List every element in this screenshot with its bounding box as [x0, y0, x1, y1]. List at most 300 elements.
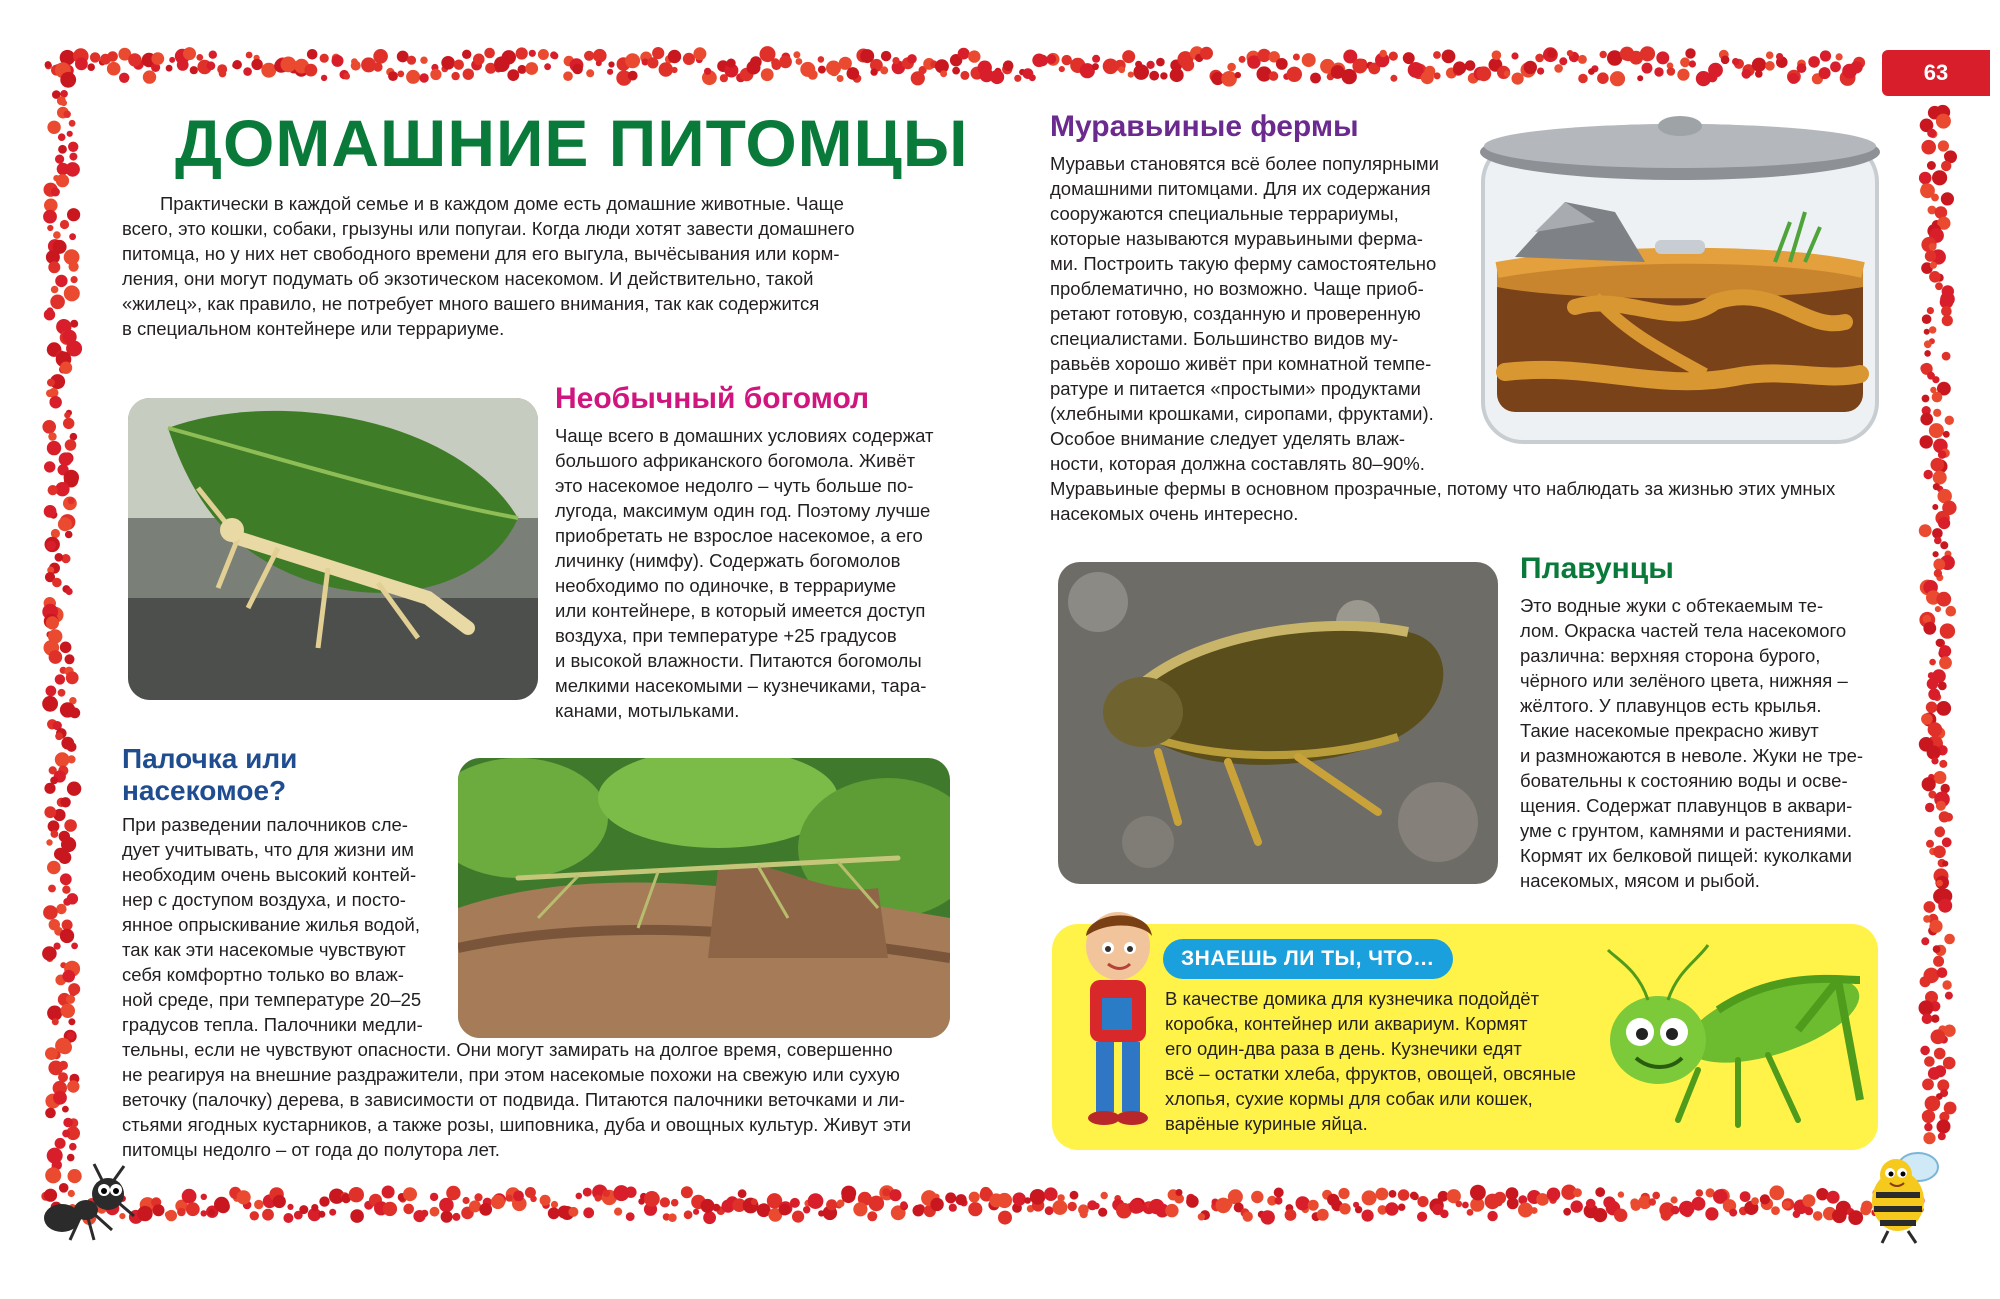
border-dot	[1068, 1202, 1077, 1211]
border-dot	[1389, 1190, 1397, 1198]
border-dot	[1013, 1192, 1026, 1205]
border-dot	[1411, 1193, 1419, 1201]
border-dot	[1353, 1202, 1359, 1208]
border-dot	[1920, 413, 1933, 426]
stick-heading-line: насекомое?	[122, 775, 287, 806]
border-dot	[45, 61, 52, 68]
border-dot	[870, 68, 877, 75]
border-dot	[1922, 1110, 1935, 1123]
mantis-line: большого африканского богомола. Живёт	[555, 450, 916, 471]
border-dot	[1933, 956, 1944, 967]
ants-line: сооружаются специальные террариумы,	[1050, 203, 1399, 224]
border-dot	[60, 220, 69, 229]
border-dot	[551, 1201, 558, 1208]
border-dot	[58, 1072, 68, 1082]
border-dot	[568, 1207, 578, 1217]
beetle-line: жёлтого. У плавунцов есть крылья.	[1520, 695, 1822, 716]
border-dot	[583, 1207, 594, 1218]
border-dot	[793, 51, 800, 58]
border-dot	[572, 64, 583, 75]
intro-line: питомца, но у них нет свободного времени для его выгула, вычёсывания или корм-	[122, 243, 840, 264]
border-dot	[1671, 1206, 1680, 1215]
border-dot	[373, 49, 388, 64]
border-dot	[55, 155, 64, 164]
border-dot	[350, 1209, 364, 1223]
border-dot	[469, 1200, 481, 1212]
border-dot	[349, 1187, 364, 1202]
stick-heading-line: Палочка или	[122, 743, 298, 774]
border-dot	[250, 1211, 259, 1220]
ants-line: ми. Построить такую ферму самостоятельно	[1050, 253, 1437, 274]
border-dot	[1933, 846, 1946, 859]
border-dot	[1408, 62, 1424, 78]
border-dot	[1518, 1203, 1533, 1218]
stick-line: При разведении палочников сле-	[122, 814, 408, 835]
border-dot	[1045, 1206, 1054, 1215]
border-dot	[186, 1202, 200, 1216]
border-dot	[143, 70, 156, 83]
border-dot	[1939, 760, 1947, 768]
border-dot	[911, 71, 925, 85]
border-dot	[1087, 1200, 1097, 1210]
border-dot	[47, 441, 61, 455]
border-dot	[1931, 1029, 1946, 1044]
border-dot	[1692, 1197, 1706, 1211]
border-dot	[1578, 55, 1587, 64]
border-dot	[507, 69, 519, 81]
border-dot	[201, 1210, 207, 1216]
border-dot	[45, 1108, 56, 1119]
border-dot	[1934, 537, 1942, 545]
border-dot	[66, 995, 75, 1004]
ants-line: ности, которая должна составлять 80–90%.	[1050, 453, 1425, 474]
border-dot	[190, 66, 198, 74]
border-dot	[69, 262, 79, 272]
border-dot	[56, 174, 69, 187]
border-dot	[837, 75, 844, 82]
border-dot	[956, 1194, 967, 1205]
did-you-know-banner: ЗНАЕШЬ ЛИ ТЫ, ЧТО…	[1163, 939, 1453, 979]
fact-line: его один-два раза в день. Кузнечики едят	[1165, 1038, 1522, 1059]
border-dot	[166, 65, 173, 72]
intro-line: всего, это кошки, собаки, грызуны или попугаи. Когда люди хотят завести домашнего	[122, 218, 855, 239]
border-dot	[1827, 1191, 1840, 1204]
intro-text	[122, 191, 962, 341]
border-dot	[42, 696, 58, 712]
border-dot	[1933, 945, 1941, 953]
border-dot	[62, 1106, 69, 1113]
border-dot	[1924, 1056, 1935, 1067]
border-dot	[779, 1204, 791, 1216]
mantis-line: это насекомое недолго – чуть больше по-	[555, 475, 914, 496]
border-dot	[50, 295, 65, 310]
border-dot	[506, 1195, 513, 1202]
border-dot	[281, 57, 297, 73]
border-dot	[945, 1192, 956, 1203]
border-dot	[513, 1191, 524, 1202]
border-dot	[44, 505, 57, 518]
border-dot	[1649, 1198, 1656, 1205]
border-dot	[1922, 1014, 1933, 1025]
border-dot	[1362, 1210, 1374, 1222]
border-dot	[603, 1190, 610, 1197]
beetle-line: чёрного или зелёного цвета, нижняя –	[1520, 670, 1848, 691]
border-dot	[182, 1189, 197, 1204]
border-dot	[1317, 1209, 1329, 1221]
border-dot	[69, 1143, 77, 1151]
border-dot	[71, 943, 78, 950]
border-dot	[214, 1197, 229, 1212]
border-dot	[1940, 541, 1948, 549]
border-dot	[576, 1193, 583, 1200]
border-dot	[107, 51, 118, 62]
border-dot	[1559, 57, 1567, 65]
border-dot	[1147, 61, 1155, 69]
border-dot	[1511, 52, 1518, 59]
border-dot	[48, 432, 56, 440]
border-dot	[65, 531, 73, 539]
border-dot	[1014, 75, 1021, 82]
ants-line: равьёв хорошо живёт при комнатной темпе-	[1050, 353, 1432, 374]
border-dot	[1752, 58, 1766, 72]
stick-line: себя комфортно только во влаж-	[122, 964, 404, 985]
border-dot	[1927, 307, 1934, 314]
border-dot	[1930, 262, 1937, 269]
border-dot	[59, 452, 73, 466]
border-dot	[71, 276, 78, 283]
border-dot	[1929, 423, 1944, 438]
border-dot	[388, 71, 398, 81]
border-dot	[1920, 435, 1933, 448]
border-dot	[1931, 194, 1939, 202]
border-dot	[53, 1091, 67, 1105]
border-dot	[1696, 1189, 1704, 1197]
intro-line: ления, они могут подумать об экзотическом насекомом. И действительно, такой	[122, 268, 814, 289]
border-dot	[60, 642, 72, 654]
border-dot	[704, 68, 711, 75]
border-dot	[1946, 606, 1957, 617]
border-dot	[1920, 976, 1931, 987]
border-dot	[1919, 524, 1932, 537]
border-dot	[451, 72, 459, 80]
border-dot	[55, 752, 70, 767]
border-dot	[177, 1208, 186, 1217]
mantis-line: или контейнере, в который имеется доступ	[555, 600, 926, 621]
border-dot	[530, 1196, 537, 1203]
border-dot	[383, 1202, 397, 1216]
border-dot	[48, 485, 58, 495]
border-dot	[311, 1204, 318, 1211]
border-dot	[614, 1208, 622, 1216]
border-dot	[907, 54, 917, 64]
stick-line: тельны, если не чувствуют опасности. Они могут замирать на долгое время, совершенно	[122, 1039, 893, 1060]
border-dot	[1062, 55, 1072, 65]
mantis-line: и высокой влажности. Питаются богомолы	[555, 650, 922, 671]
border-dot	[283, 1213, 293, 1223]
border-dot	[1942, 980, 1951, 989]
border-dot	[1610, 71, 1625, 86]
border-dot	[1160, 72, 1167, 79]
border-dot	[952, 67, 960, 75]
border-dot	[1938, 1132, 1946, 1140]
border-dot	[1944, 934, 1955, 945]
border-dot	[233, 60, 242, 69]
border-dot	[46, 686, 57, 697]
border-dot	[1554, 64, 1563, 73]
page-number: 63	[1882, 50, 1990, 96]
border-dot	[319, 1196, 329, 1206]
border-dot	[1506, 1187, 1519, 1200]
border-dot	[1052, 1200, 1067, 1215]
border-dot	[69, 120, 76, 127]
ants-line: (хлебными крошками, сиропами, фруктами).	[1050, 403, 1434, 424]
border-dot	[261, 63, 276, 78]
border-dot	[320, 54, 329, 63]
mantis-line: необходимо по одиночке, в террариуме	[555, 575, 897, 596]
border-dot	[62, 886, 70, 894]
border-dot	[1808, 56, 1820, 68]
border-dot	[889, 1189, 901, 1201]
border-dot	[1571, 1200, 1583, 1212]
border-dot	[343, 73, 350, 80]
border-dot	[583, 1188, 592, 1197]
border-dot	[1932, 376, 1939, 383]
border-dot	[1793, 1210, 1801, 1218]
border-dot	[60, 72, 76, 88]
border-dot	[430, 1207, 440, 1217]
border-dot	[881, 51, 891, 61]
border-dot	[1921, 140, 1936, 155]
ants-line: специалистами. Большинство видов му-	[1050, 328, 1399, 349]
border-dot	[1390, 75, 1397, 82]
border-dot	[516, 47, 528, 59]
border-dot	[1927, 129, 1936, 138]
border-dot	[1689, 60, 1696, 67]
border-dot	[1922, 395, 1930, 403]
border-dot	[63, 1118, 73, 1128]
border-dot	[1261, 1210, 1275, 1224]
border-dot	[153, 1204, 165, 1216]
border-dot	[51, 830, 59, 838]
border-dot	[842, 1189, 856, 1203]
border-dot	[518, 65, 527, 74]
border-dot	[1932, 392, 1943, 403]
border-dot	[1923, 1132, 1935, 1144]
border-dot	[1924, 350, 1931, 357]
border-dot	[58, 689, 66, 697]
border-dot	[484, 48, 495, 59]
border-dot	[68, 983, 80, 995]
border-dot	[1563, 1208, 1571, 1216]
border-dot	[1928, 722, 1943, 737]
border-dot	[1654, 67, 1663, 76]
border-dot	[1165, 1204, 1178, 1217]
border-dot	[1593, 1208, 1607, 1222]
border-dot	[1936, 701, 1951, 716]
border-dot	[1945, 416, 1954, 425]
border-dot	[166, 1210, 177, 1221]
border-dot	[1535, 54, 1544, 63]
fact-line: варёные куриные яйца.	[1165, 1113, 1368, 1134]
border-dot	[1939, 656, 1952, 669]
border-dot	[1721, 56, 1730, 65]
border-dot	[63, 111, 70, 118]
border-dot	[1380, 50, 1387, 57]
border-dot	[1942, 315, 1953, 326]
border-dot	[60, 362, 72, 374]
border-dot	[626, 1212, 635, 1221]
border-dot	[1928, 688, 1940, 700]
border-dot	[1929, 243, 1937, 251]
border-dot	[1476, 66, 1491, 81]
border-dot	[525, 62, 538, 75]
border-dot	[351, 58, 358, 65]
border-dot	[55, 674, 65, 684]
border-dot	[462, 50, 471, 59]
ants-line: ратуре и питается «простыми» продуктами	[1050, 378, 1421, 399]
ants-line: Муравьи становятся всё более популярными	[1050, 153, 1439, 174]
border-dot	[1227, 63, 1236, 72]
border-dot	[69, 233, 76, 240]
border-dot	[1637, 75, 1643, 81]
border-dot	[65, 439, 77, 451]
border-dot	[119, 73, 129, 83]
border-dot	[968, 1202, 982, 1216]
border-dot	[1729, 1209, 1737, 1217]
border-dot	[1938, 140, 1949, 151]
border-dot	[58, 517, 72, 531]
mantis-line: канами, мотыльками.	[555, 700, 740, 721]
border-dot	[1352, 59, 1367, 74]
stick-line: питомцы недолго – от года до полутора лет.	[122, 1139, 500, 1160]
border-dot	[668, 50, 681, 63]
border-dot	[44, 461, 55, 472]
border-dot	[1927, 678, 1939, 690]
mantis-line: Чаще всего в домашних условиях содержат	[555, 425, 934, 446]
border-dot	[403, 1187, 417, 1201]
border-dot	[1926, 702, 1938, 714]
border-dot	[1339, 1203, 1350, 1214]
border-dot	[892, 57, 899, 64]
border-dot	[1922, 777, 1936, 791]
border-dot	[595, 1195, 602, 1202]
border-dot	[1200, 47, 1213, 60]
border-dot	[1149, 71, 1159, 81]
border-dot	[237, 1190, 251, 1204]
border-dot	[1933, 471, 1947, 485]
border-dot	[1926, 840, 1934, 848]
border-dot	[68, 497, 75, 504]
border-dot	[169, 57, 175, 63]
border-dot	[1936, 880, 1943, 887]
border-dot	[1922, 314, 1932, 324]
border-dot	[1921, 937, 1929, 945]
fact-line: всё – остатки хлеба, фруктов, овощей, овсяные	[1165, 1063, 1576, 1084]
border-dot	[1935, 282, 1943, 290]
border-dot	[67, 893, 78, 904]
border-dot	[681, 1186, 693, 1198]
beetle-line: щения. Содержат плавунцов в аквари-	[1520, 795, 1853, 816]
border-dot	[1742, 69, 1752, 79]
border-dot	[262, 1209, 274, 1221]
border-dot	[183, 47, 196, 60]
border-dot	[1588, 68, 1595, 75]
border-dot	[1243, 1211, 1253, 1221]
mantis-line: лугода, максимум один год. Поэтому лучше	[555, 500, 931, 521]
border-dot	[1755, 70, 1763, 78]
beetle-line: и размножаются в неволе. Жуки не тре-	[1520, 745, 1864, 766]
border-dot	[1470, 1185, 1486, 1201]
border-dot	[61, 1004, 75, 1018]
border-dot	[60, 797, 70, 807]
border-dot	[1098, 1208, 1107, 1217]
border-dot	[1924, 470, 1933, 479]
border-dot	[1936, 801, 1946, 811]
border-dot	[683, 53, 695, 65]
border-dot	[1740, 1191, 1751, 1202]
border-dot	[1537, 68, 1544, 75]
border-dot	[1836, 53, 1843, 60]
border-dot	[1597, 72, 1609, 84]
ant-mascot-illustration	[40, 1160, 140, 1245]
bee-mascot-illustration	[1858, 1145, 1958, 1245]
border-dot	[430, 1193, 438, 1201]
border-dot	[1924, 901, 1936, 913]
border-dot	[1776, 53, 1783, 60]
border-dot	[65, 654, 75, 664]
border-dot	[1504, 71, 1510, 77]
border-dot	[1149, 1199, 1164, 1214]
border-dot	[1275, 1197, 1283, 1205]
border-dot	[529, 50, 536, 57]
border-dot	[997, 1193, 1012, 1208]
border-dot	[67, 131, 73, 137]
border-dot	[1269, 71, 1279, 81]
border-dot	[1547, 49, 1556, 58]
border-dot	[1600, 51, 1607, 58]
border-dot	[1934, 569, 1942, 577]
border-dot	[1931, 757, 1938, 764]
border-dot	[1830, 61, 1841, 72]
border-dot	[64, 412, 70, 418]
border-dot	[446, 1186, 460, 1200]
border-dot	[58, 133, 66, 141]
border-dot	[66, 588, 73, 595]
border-dot	[960, 71, 969, 80]
border-dot	[761, 68, 774, 81]
fact-line: коробка, контейнер или аквариум. Кормят	[1165, 1013, 1528, 1034]
border-dot	[1929, 659, 1936, 666]
border-dot	[790, 1198, 800, 1208]
border-dot	[1937, 967, 1948, 978]
border-dot	[329, 1209, 336, 1216]
border-dot	[990, 70, 1004, 84]
border-dot	[1228, 1189, 1243, 1204]
border-dot	[1186, 1195, 1199, 1208]
border-dot	[779, 55, 792, 68]
border-dot	[502, 50, 516, 64]
border-dot	[397, 51, 409, 63]
border-dot	[46, 541, 56, 551]
border-dot	[593, 49, 607, 63]
border-dot	[474, 1193, 482, 1201]
border-dot	[826, 1199, 837, 1210]
border-dot	[1385, 1202, 1398, 1215]
border-dot	[1941, 192, 1954, 205]
border-dot	[1129, 1199, 1143, 1213]
border-dot	[1315, 75, 1321, 81]
border-dot	[867, 1211, 877, 1221]
